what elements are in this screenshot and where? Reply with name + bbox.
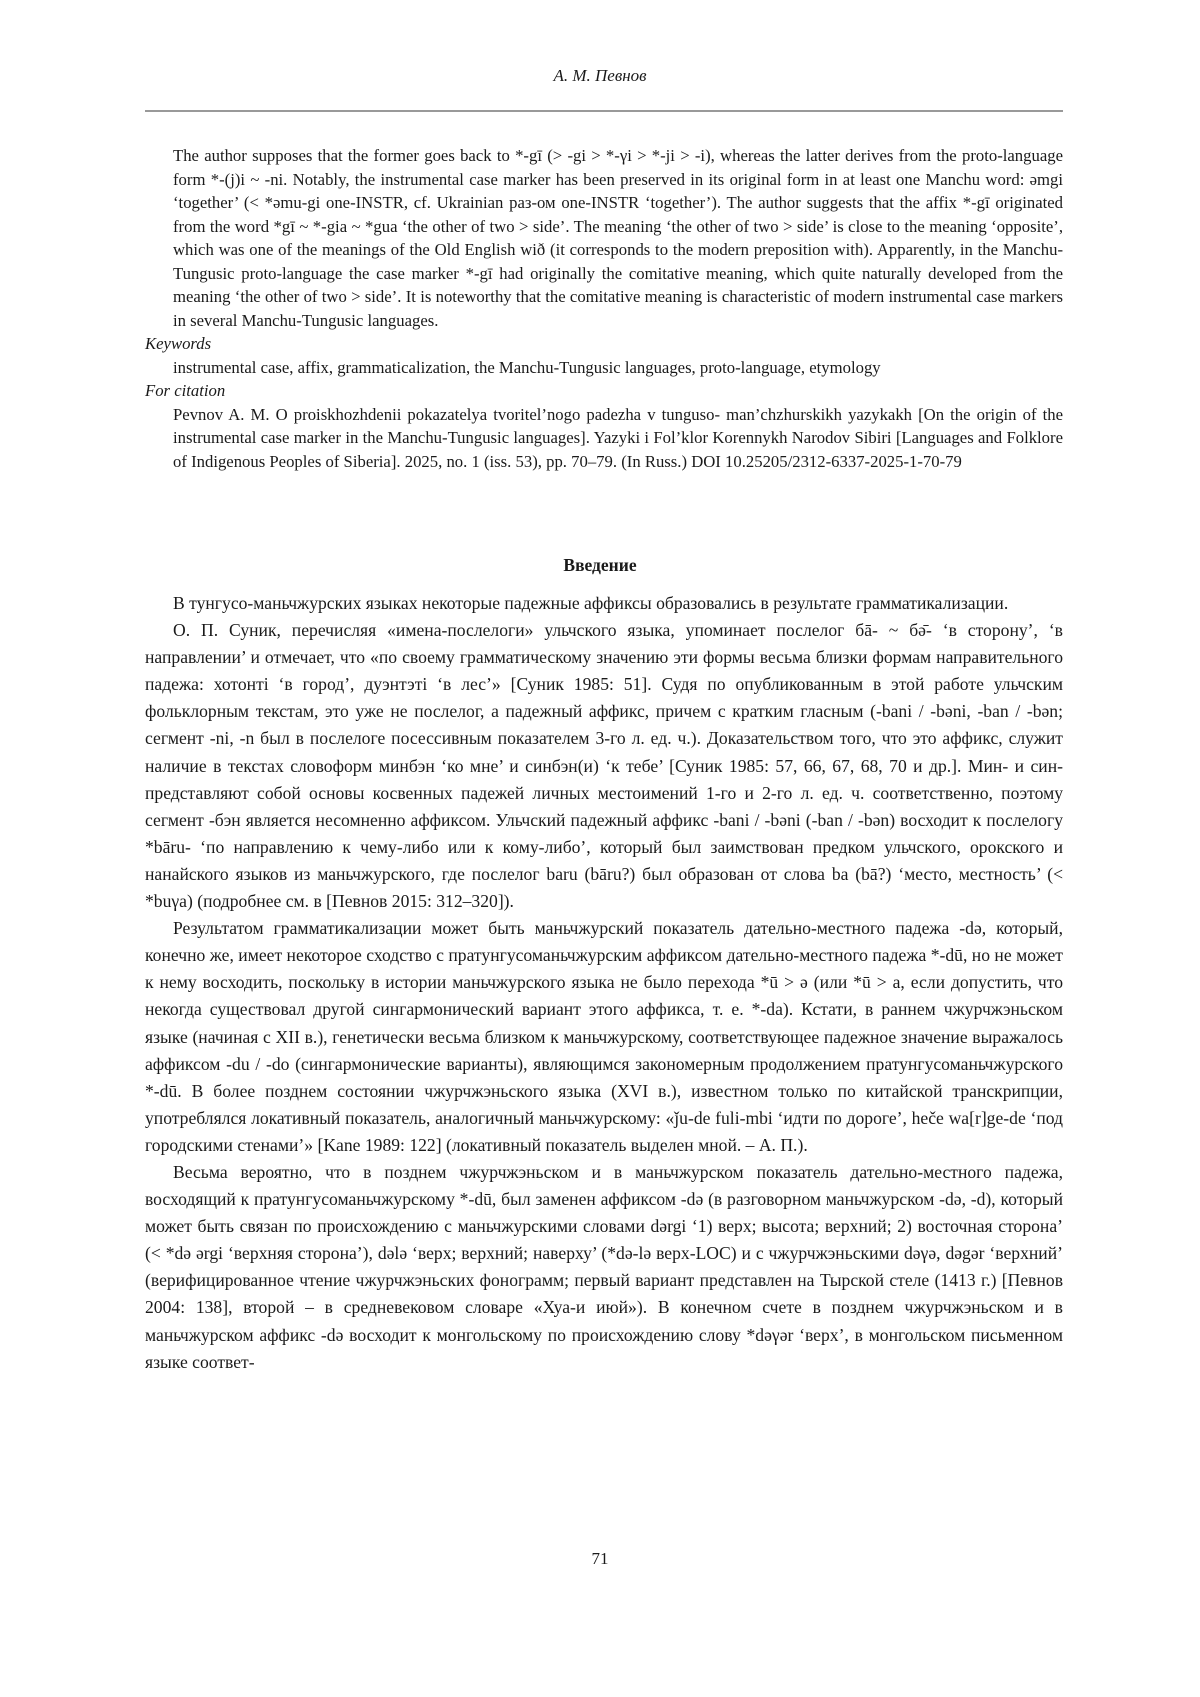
- section-title: Введение: [563, 555, 637, 575]
- running-head: А. М. Певнов: [553, 66, 647, 85]
- body-paragraph-4: Весьма вероятно, что в позднем чжурчжэньском и в маньчжурском показатель дательно-местного падежа, восходящий к пратунгусоманьчжурскому *-dū, был заменен аффиксом -də (в разговорном маньчжурском -də, -d), который может быть связан по происхождению с маньчжурскими словами dərgi ‘1) верх; высота; верхний; 2) восточная сторона’ (< *də ərgi ‘верхняя сторона’), dələ ‘верх; верхний; наверху’ (*də-lə верх-LOC) и с чжурчжэньскими dəγə, dəgər ‘верхний’ (верифицированное чтение чжурчжэньских фонограмм; первый вариант представлен на Тырской стеле (1413 г.) [Певнов 2004: 138], второй – в средневековом словаре «Хуа-и июй»). В конечном счете в позднем чжурчжэньском и в маньчжурском аффикс -də восходит к монгольскому по происхождению слову *dəγər ‘верх’, в монгольском письменном языке соответ-: [145, 1161, 1063, 1372]
- abstract-paragraph: The author supposes that the former goes back to *-gī (> -gi > *-γi > *-ji > -i), whereas the latter derives from the proto-language form *-(j)i ~ -ni. Notably, the instrumental case marker has been preserved in its original form in at least one Manchu word: əmgi ‘together’ (< *əmu-gi one-INSTR, cf. Ukrainian раз-ом one-INSTR ‘together’). The author suggests that the affix *-gī originated from the word *gī ~ *-gia ~ *gua ‘the other of two > side’. The meaning ‘the other of two > side’ is close to the meaning ‘opposite’, which was one of the meanings of the Old English wið (it corresponds to the modern preposition with). Apparently, in the Manchu-Tungusic proto-language the case marker *-gī had originally the comitative meaning, which quite naturally developed from the meaning ‘the other of two > side’. It is noteworthy that the comitative meaning is characteristic of modern instrumental case markers in several Manchu-Tungusic languages.: [173, 146, 1063, 330]
- keywords-label: Keywords: [145, 334, 212, 353]
- keywords-text: instrumental case, affix, grammaticalization, the Manchu-Tungusic languages, proto-language, etymology: [173, 357, 881, 377]
- body-paragraph-3: Результатом грамматикализации может быть маньчжурский показатель дательно-местного падежа -də, который, конечно же, имеет некоторое сходство с пратунгусоманьчжурским аффиксом дательно-местного падежа *-dū, но не может к нему восходить, поскольку в истории маньчжурского языка не было перехода *ū > ə (или *ū > a, если допустить, что некогда существовал другой сингармонический вариант этого аффикса, т. е. *-da). Кстати, в раннем чжурчжэньском языке (начиная с XII в.), генетически весьма близком к маньчжурскому, соответствующее падежное значение выражалось аффиксом -du / -do (сингармонические варианты), являющимся закономерным продолжением пратунгусоманьчжурского *-dū. В более позднем состоянии чжурчжэньского языка (XVI в.), известном только по китайской транскрипции, употреблялся локативный показатель, аналогичный маньчжурскому: «ǰu-de fuli-mbi ‘идти по дороге’, heče wa[r]ge-de ‘под городскими стенами’» [Kane 1989: 122] (локативный показатель выделен мной. – А. П.).: [145, 918, 1063, 1155]
- page-number: 71: [591, 1549, 609, 1568]
- body-text: [145, 590, 1063, 1376]
- citation-label: For citation: [145, 381, 226, 400]
- body-paragraph-1: В тунгусо-маньчжурских языках некоторые падежные аффиксы образовались в результате грамматикализации.: [173, 593, 1009, 613]
- citation-text: Pevnov A. M. O proiskhozhdenii pokazatelya tvoritel’nogo padezha v tunguso- man’chzhurskikh yazykakh [On the origin of the instrumental case marker in the Manchu-Tungusic languages]. Yazyki i Fol’klor Korennykh Narodov Sibiri [Languages and Folklore of Indigenous Peoples of Siberia]. 2025, no. 1 (iss. 53), pp. 70–79. (In Russ.) DOI 10.25205/2312-6337-2025-1-70-79: [173, 404, 1063, 471]
- header-rule: [145, 110, 1063, 112]
- abstract-block: [145, 144, 1063, 473]
- body-paragraph-2: О. П. Суник, перечисляя «имена-послелоги» ульчского языка, упоминает послелог бā- ~ бə̄- ‘в сторону’, ‘в направлении’ и отмечает, что «по своему грамматическому значению эти формы весьма близки формам направительного падежа: хотонті ‘в город’, дуэнтэті ‘в лес’» [Суник 1985: 51]. Судя по опубликованным в этой работе ульчским фольклорным текстам, это уже не послелог, а падежный аффикс, причем с кратким гласным (-bani / -bəni, -ban / -bən; сегмент -ni, -n был в послелоге посессивным показателем 3-го л. ед. ч.). Доказательством того, что это аффикс, служит наличие в текстах словоформ минбэн ‘ко мне’ и синбэн(и) ‘к тебе’ [Суник 1985: 57, 66, 67, 68, 70 и др.]. Мин- и син- представляют собой основы косвенных падежей личных местоимений 1-го и 2-го л. ед. ч. соответственно, поэтому сегмент -бэн является несомненно аффиксом. Ульчский падежный аффикс -bani / -bəni (-ban / -bən) восходит к послелогу *bāru- ‘по направлению к чему-либо или к кому-либо’, который был заимствован предком ульчского, орокского и нанайского языков из маньчжурского, где послелог baru (bāru?) был образован от слова ba (bā?) ‘место, местность’ (< *buγa) (подробнее см. в [Певнов 2015: 312–320]).: [145, 620, 1063, 912]
